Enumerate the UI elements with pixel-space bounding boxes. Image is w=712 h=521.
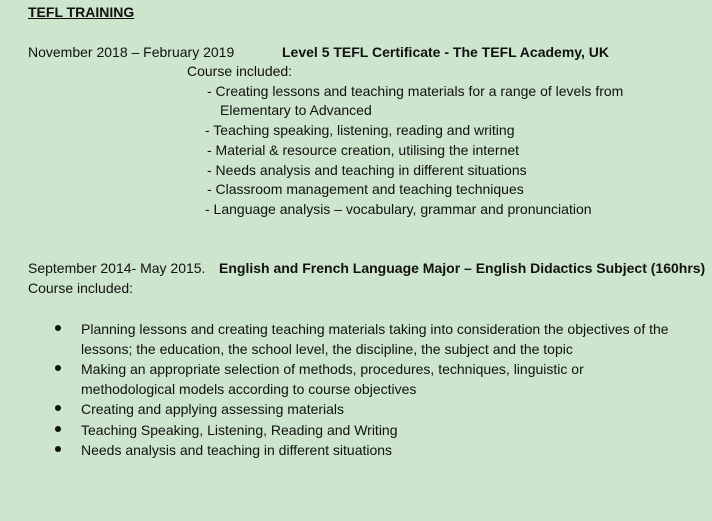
entry2-course-label: Course included: xyxy=(28,280,134,296)
entry2-qualification: English and French Language Major – English Didactics Subject (160hrs) xyxy=(219,260,706,276)
entry1-item: Elementary to Advanced xyxy=(220,102,372,118)
entry2-bullet-line: Planning lessons and creating teaching materials taking into consideration the objectives of the xyxy=(81,321,669,337)
entry2-bullet-line: Creating and applying assessing materials xyxy=(81,401,345,417)
entry2-bullet-line: Needs analysis and teaching in different situations xyxy=(81,442,393,458)
entry2-bullet-line: methodological models according to course objectives xyxy=(81,381,417,397)
entry2-dates: September 2014- May 2015. xyxy=(28,260,206,276)
entry1-item: - Language analysis – vocabulary, grammar and pronunciation xyxy=(205,201,592,217)
entry2-bullet-line: Making an appropriate selection of methods, procedures, techniques, linguistic or xyxy=(81,361,584,377)
bullet-icon xyxy=(55,325,61,331)
entry1-course-label: Course included: xyxy=(187,63,293,79)
entry1-item: - Needs analysis and teaching in different situations xyxy=(207,162,527,178)
entry1-dates: November 2018 – February 2019 xyxy=(28,44,235,60)
bullet-icon xyxy=(55,426,61,432)
bullet-icon xyxy=(55,446,61,452)
entry2-bullet-line: lessons; the education, the school level, the discipline, the subject and the topic xyxy=(81,341,573,357)
entry1-item: - Material & resource creation, utilising the internet xyxy=(207,142,520,158)
entry1-item: - Creating lessons and teaching materials for a range of levels from xyxy=(207,83,624,99)
entry1-item: - Classroom management and teaching techniques xyxy=(207,181,524,197)
bullet-icon xyxy=(55,365,61,371)
entry1-qualification: Level 5 TEFL Certificate - The TEFL Academy, UK xyxy=(282,44,610,60)
entry1-item: - Teaching speaking, listening, reading and writing xyxy=(205,122,515,138)
entry2-bullet-line: Teaching Speaking, Listening, Reading and Writing xyxy=(81,422,398,438)
section-heading: TEFL TRAINING xyxy=(28,4,135,20)
bullet-icon xyxy=(55,405,61,411)
